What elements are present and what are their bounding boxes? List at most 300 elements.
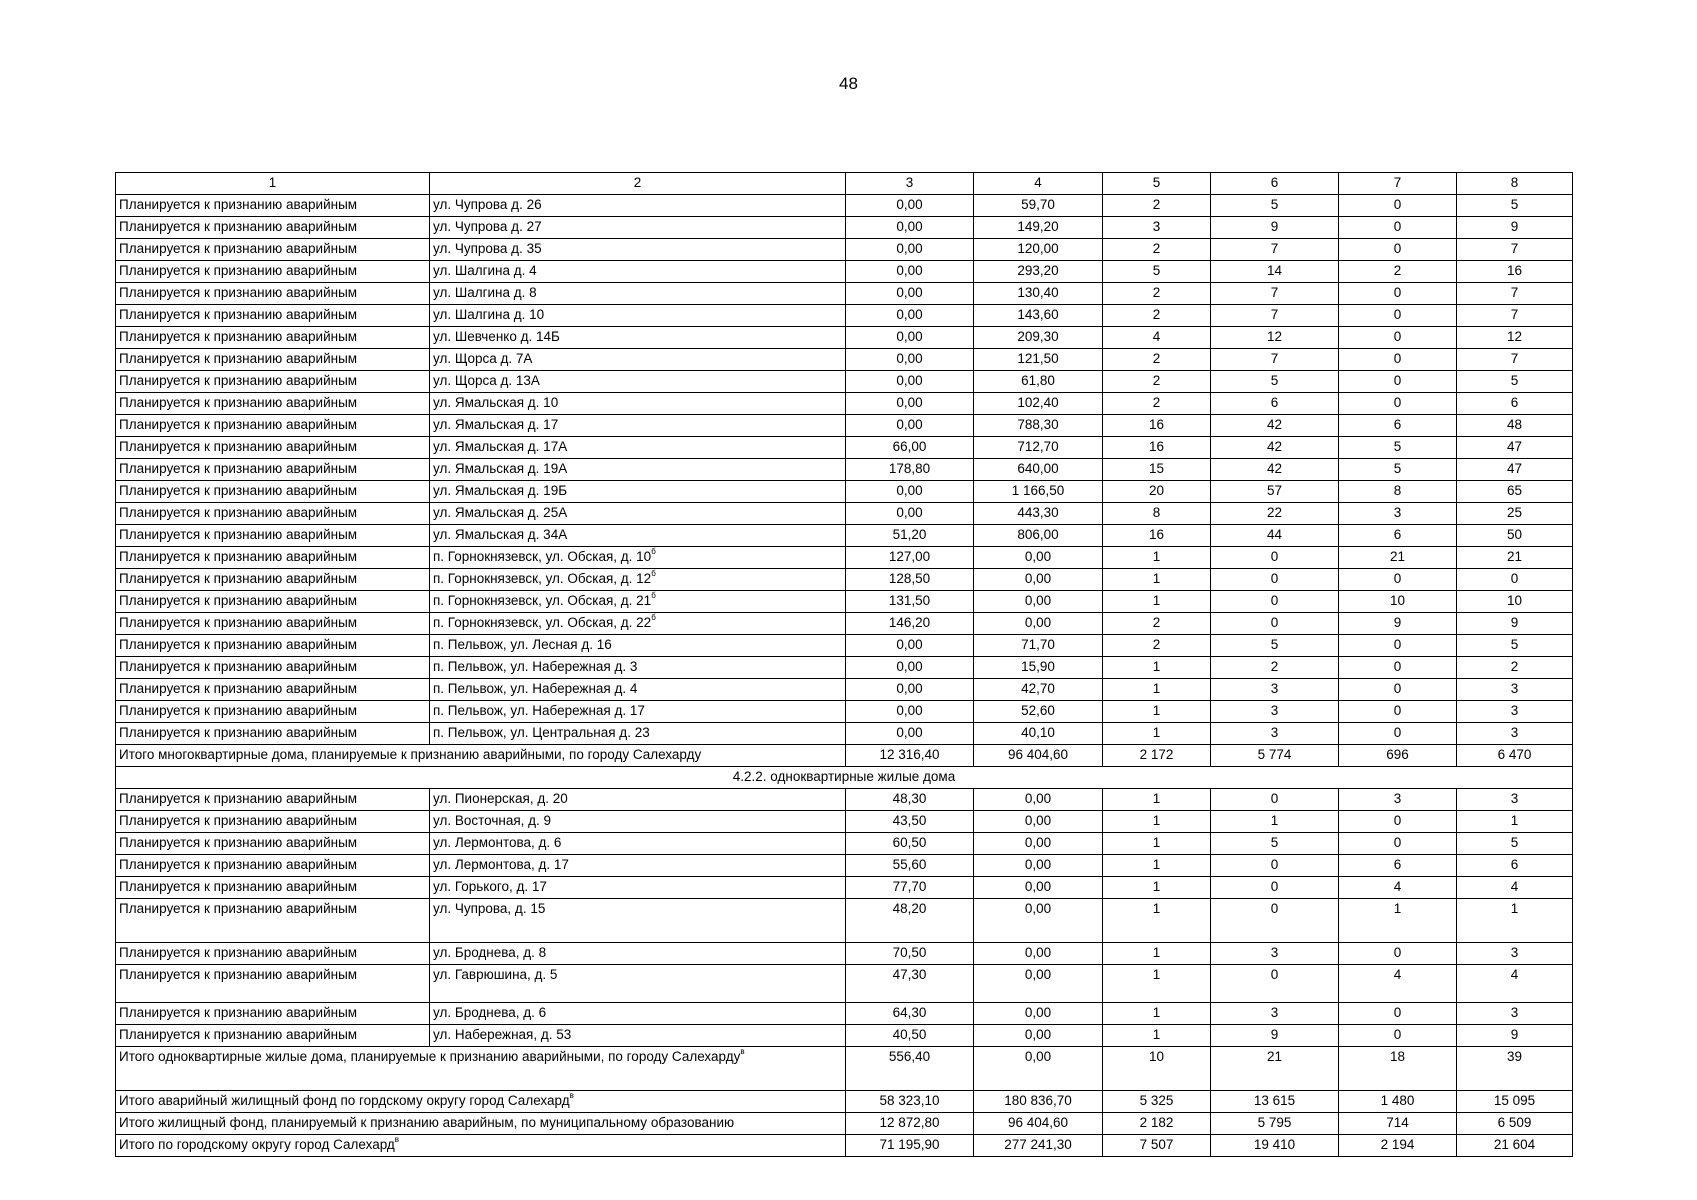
table-cell	[430, 481, 846, 503]
cell-text: ул. Лермонтова, д. 17	[433, 857, 569, 872]
table-cell	[846, 393, 974, 415]
cell-text: 12	[1506, 329, 1523, 344]
table-cell	[116, 437, 430, 459]
table-cell	[846, 701, 974, 723]
table-cell	[430, 877, 846, 899]
table-cell	[1211, 899, 1339, 943]
cell-text: 0,00	[896, 329, 923, 344]
table-cell	[846, 657, 974, 679]
cell-text: 0	[1393, 197, 1402, 212]
table-cell	[1211, 613, 1339, 635]
cell-text: Планируется к признанию аварийным	[119, 945, 358, 960]
table-cell	[1211, 1025, 1339, 1047]
cell-text: 7	[1270, 307, 1279, 322]
cell-text: 55,60	[892, 857, 927, 872]
table-cell	[1339, 1135, 1457, 1157]
table-cell	[430, 547, 846, 569]
cell-text: 1	[1510, 901, 1519, 916]
table-cell	[1457, 1003, 1573, 1025]
table-row	[116, 811, 1573, 833]
total-row	[116, 1113, 1573, 1135]
table-cell	[430, 261, 846, 283]
table-cell	[974, 679, 1103, 701]
table-cell	[1103, 833, 1211, 855]
cell-text: Планируется к признанию аварийным	[119, 527, 358, 542]
footnote-mark: в	[394, 1135, 400, 1144]
cell-text: Планируется к признанию аварийным	[119, 593, 358, 608]
cell-text: 40,50	[892, 1027, 927, 1042]
table-row	[116, 789, 1573, 811]
table-cell	[1103, 217, 1211, 239]
table-cell	[1457, 635, 1573, 657]
table-cell	[1103, 305, 1211, 327]
table-cell	[1339, 1091, 1457, 1113]
table-cell	[1103, 327, 1211, 349]
cell-text: 2	[1152, 307, 1161, 322]
cell-text: 15 095	[1493, 1093, 1536, 1108]
cell-text: п. Горнокнязевск, ул. Обская, д. 12	[433, 571, 652, 586]
total-label	[116, 1047, 846, 1091]
table-cell	[846, 855, 974, 877]
table-cell	[116, 239, 430, 261]
cell-text: Планируется к признанию аварийным	[119, 461, 358, 476]
table-cell	[1103, 1091, 1211, 1113]
table-cell	[1457, 833, 1573, 855]
cell-text: 0	[1393, 725, 1402, 740]
table-cell	[1211, 789, 1339, 811]
table-cell	[846, 195, 974, 217]
cell-text: Планируется к признанию аварийным	[119, 681, 358, 696]
total-row	[116, 1135, 1573, 1157]
table-cell	[1103, 635, 1211, 657]
cell-text: п. Горнокнязевск, ул. Обская, д. 22	[433, 615, 652, 630]
table-cell	[1103, 261, 1211, 283]
table-cell	[846, 525, 974, 547]
table-cell	[1339, 569, 1457, 591]
cell-text: 47,30	[892, 967, 927, 982]
cell-text: 640,00	[1017, 461, 1059, 476]
cell-text: 1	[1152, 879, 1161, 894]
cell-text: п. Пельвож, ул. Набережная д. 17	[433, 703, 645, 718]
table-cell	[1103, 415, 1211, 437]
table-header-row	[116, 173, 1573, 195]
cell-text: ул. Восточная, д. 9	[433, 813, 552, 828]
cell-text: 130,40	[1017, 285, 1059, 300]
cell-text: 2	[1152, 615, 1161, 630]
table-cell	[974, 635, 1103, 657]
table-cell	[1211, 459, 1339, 481]
cell-text: 0	[1393, 351, 1402, 366]
cell-text: 5	[1270, 373, 1279, 388]
table-cell	[1339, 789, 1457, 811]
cell-text: 0,00	[896, 483, 923, 498]
cell-text: 42,70	[1021, 681, 1055, 696]
cell-text: 6	[1393, 527, 1402, 542]
cell-text: 4	[1510, 879, 1519, 894]
table-cell	[1339, 1003, 1457, 1025]
cell-text: Планируется к признанию аварийным	[119, 549, 358, 564]
table-cell	[1339, 437, 1457, 459]
table-cell	[430, 855, 846, 877]
table-cell	[1103, 679, 1211, 701]
cell-text: 0	[1270, 967, 1279, 982]
cell-text: 0	[1393, 813, 1402, 828]
cell-text: 48,30	[892, 791, 927, 806]
cell-text: 6	[1510, 857, 1519, 872]
table-cell	[116, 195, 430, 217]
cell-text: 0,00	[896, 241, 923, 256]
cell-text: 7	[1510, 351, 1519, 366]
table-cell	[974, 195, 1103, 217]
section-title	[116, 767, 1573, 789]
cell-text: 1	[1152, 901, 1161, 916]
table-cell	[846, 437, 974, 459]
cell-text: 9	[1510, 1027, 1519, 1042]
cell-text: Планируется к признанию аварийным	[119, 307, 358, 322]
table-cell	[1457, 349, 1573, 371]
cell-text: 9	[1270, 219, 1279, 234]
table-cell	[116, 217, 430, 239]
table-cell	[1457, 1135, 1573, 1157]
cell-text: 4	[1510, 967, 1519, 982]
cell-text: Планируется к признанию аварийным	[119, 417, 358, 432]
cell-text: 2	[1152, 197, 1161, 212]
cell-text: 1 166,50	[1011, 483, 1065, 498]
cell-text: Планируется к признанию аварийным	[119, 857, 358, 872]
table-cell	[430, 591, 846, 613]
table-cell	[430, 789, 846, 811]
cell-text: 42	[1266, 439, 1283, 454]
table-cell	[846, 283, 974, 305]
footnote-mark: б	[651, 547, 656, 556]
cell-text: 0	[1393, 219, 1402, 234]
table-cell	[116, 723, 430, 745]
table-cell	[116, 525, 430, 547]
cell-text: 131,50	[888, 593, 931, 608]
cell-text: 0,00	[1024, 593, 1052, 608]
cell-text: ул. Шалгина д. 10	[433, 307, 545, 322]
table-cell	[116, 481, 430, 503]
table-cell	[1103, 437, 1211, 459]
cell-text: 127,00	[888, 549, 931, 564]
cell-text: 9	[1270, 1027, 1279, 1042]
table-cell	[1457, 239, 1573, 261]
cell-text: 25	[1506, 505, 1523, 520]
cell-text: 2	[1152, 285, 1161, 300]
table-cell	[1457, 965, 1573, 1003]
table-cell	[1103, 569, 1211, 591]
cell-text: ул. Броднева, д. 8	[433, 945, 547, 960]
table-cell	[1211, 1113, 1339, 1135]
table-cell	[1211, 745, 1339, 767]
table-cell	[116, 1025, 430, 1047]
cell-text: 60,50	[892, 835, 927, 850]
table-row	[116, 547, 1573, 569]
cell-text: ул. Ямальская д. 19А	[433, 461, 568, 476]
table-cell	[846, 305, 974, 327]
cell-text: 1	[1152, 857, 1161, 872]
table-row	[116, 877, 1573, 899]
column-header	[846, 173, 974, 195]
table-cell	[116, 657, 430, 679]
cell-text: 47	[1506, 439, 1523, 454]
column-header	[116, 173, 430, 195]
table-cell	[846, 679, 974, 701]
cell-text: 1	[268, 175, 277, 190]
cell-text: 40,10	[1021, 725, 1055, 740]
cell-text: 9	[1510, 219, 1519, 234]
table-row	[116, 635, 1573, 657]
table-cell	[1339, 723, 1457, 745]
table-cell	[116, 679, 430, 701]
table-cell	[974, 415, 1103, 437]
cell-text: 712,70	[1017, 439, 1059, 454]
cell-text: п. Пельвож, ул. Лесная д. 16	[433, 637, 612, 652]
table-cell	[974, 943, 1103, 965]
table-cell	[116, 569, 430, 591]
table-cell	[1103, 525, 1211, 547]
cell-text: 59,70	[1021, 197, 1055, 212]
table-cell	[1339, 745, 1457, 767]
cell-text: 2	[633, 175, 642, 190]
cell-text: 64,30	[892, 1005, 927, 1020]
table-cell	[974, 525, 1103, 547]
table-cell	[1103, 503, 1211, 525]
table-cell	[1103, 1003, 1211, 1025]
table-cell	[1103, 459, 1211, 481]
cell-text: 6	[1270, 395, 1279, 410]
table-cell	[1339, 657, 1457, 679]
total-label	[116, 1135, 846, 1157]
cell-text: 0,00	[1024, 879, 1052, 894]
cell-text: Итого одноквартирные жилые дома, планируемые к признанию аварийными, по городу Салехарду	[119, 1049, 741, 1064]
cell-text: 1	[1152, 1005, 1161, 1020]
cell-text: ул. Шевченко д. 14Б	[433, 329, 560, 344]
table-cell	[430, 371, 846, 393]
cell-text: 443,30	[1017, 505, 1059, 520]
cell-text: 696	[1386, 747, 1409, 762]
table-cell	[116, 393, 430, 415]
cell-text: 0	[1393, 373, 1402, 388]
table-cell	[974, 1047, 1103, 1091]
cell-text: 0	[1393, 241, 1402, 256]
table-cell	[1457, 481, 1573, 503]
table-row	[116, 503, 1573, 525]
table-cell	[1457, 591, 1573, 613]
cell-text: 16	[1148, 527, 1165, 542]
total-label	[116, 1091, 846, 1113]
table-cell	[116, 547, 430, 569]
cell-text: 4	[1393, 967, 1402, 982]
table-cell	[846, 789, 974, 811]
table-cell	[974, 393, 1103, 415]
table-cell	[116, 283, 430, 305]
table-cell	[430, 701, 846, 723]
footnote-mark: б	[651, 591, 656, 600]
cell-text: 0,00	[1024, 901, 1052, 916]
cell-text: п. Пельвож, ул. Набережная д. 4	[433, 681, 638, 696]
table-cell	[430, 195, 846, 217]
cell-text: 1	[1152, 791, 1161, 806]
table-cell	[846, 1025, 974, 1047]
cell-text: 120,00	[1017, 241, 1059, 256]
cell-text: 61,80	[1021, 373, 1055, 388]
table-cell	[974, 965, 1103, 1003]
table-cell	[1103, 283, 1211, 305]
cell-text: 0	[1393, 307, 1402, 322]
page-number: 48	[839, 74, 858, 93]
table-cell	[430, 569, 846, 591]
cell-text: 2	[1152, 373, 1161, 388]
table-row	[116, 393, 1573, 415]
table-cell	[1211, 261, 1339, 283]
cell-text: 2	[1152, 637, 1161, 652]
table-cell	[1457, 745, 1573, 767]
cell-text: 0	[1270, 857, 1279, 872]
table-cell	[1339, 239, 1457, 261]
table-cell	[974, 591, 1103, 613]
column-header	[1457, 173, 1573, 195]
cell-text: 8	[1152, 505, 1161, 520]
cell-text: 0,00	[1024, 857, 1052, 872]
cell-text: 556,40	[888, 1049, 931, 1064]
cell-text: 3	[1510, 681, 1519, 696]
cell-text: 42	[1266, 417, 1283, 432]
cell-text: Планируется к признанию аварийным	[119, 703, 358, 718]
table-cell	[1103, 393, 1211, 415]
table-row	[116, 679, 1573, 701]
table-cell	[846, 1003, 974, 1025]
cell-text: 3	[1270, 703, 1279, 718]
cell-text: 0	[1393, 945, 1402, 960]
table-cell	[1211, 393, 1339, 415]
table-cell	[974, 1003, 1103, 1025]
table-cell	[1103, 789, 1211, 811]
cell-text: Итого по городскому округу город Салехард	[119, 1137, 395, 1152]
cell-text: 0,00	[896, 417, 923, 432]
table-cell	[846, 415, 974, 437]
column-header	[974, 173, 1103, 195]
cell-text: Планируется к признанию аварийным	[119, 791, 358, 806]
table-cell	[1457, 1113, 1573, 1135]
cell-text: 13 615	[1253, 1093, 1296, 1108]
table-cell	[1339, 525, 1457, 547]
cell-text: 806,00	[1017, 527, 1059, 542]
table-row	[116, 1003, 1573, 1025]
cell-text: 209,30	[1017, 329, 1059, 344]
cell-text: Планируется к признанию аварийным	[119, 879, 358, 894]
table-cell	[846, 1091, 974, 1113]
cell-text: 5	[1510, 197, 1519, 212]
table-cell	[1103, 1135, 1211, 1157]
total-row	[116, 745, 1573, 767]
table-cell	[974, 569, 1103, 591]
cell-text: 22	[1266, 505, 1283, 520]
cell-text: 4	[1152, 329, 1161, 344]
table-cell	[1339, 349, 1457, 371]
table-cell	[430, 349, 846, 371]
cell-text: 18	[1389, 1049, 1406, 1064]
table-cell	[974, 1091, 1103, 1113]
table-cell	[1211, 195, 1339, 217]
table-cell	[116, 459, 430, 481]
table-cell	[974, 745, 1103, 767]
table-cell	[1211, 701, 1339, 723]
table-cell	[1211, 723, 1339, 745]
cell-text: 0,00	[896, 197, 923, 212]
table-cell	[846, 613, 974, 635]
cell-text: 0,00	[896, 395, 923, 410]
table-cell	[430, 635, 846, 657]
cell-text: ул. Гаврюшина, д. 5	[433, 967, 558, 982]
table-cell	[1103, 1047, 1211, 1091]
cell-text: ул. Чупрова д. 26	[433, 197, 542, 212]
table-cell	[1211, 877, 1339, 899]
table-cell	[1457, 305, 1573, 327]
cell-text: 0,00	[896, 703, 923, 718]
table-cell	[430, 965, 846, 1003]
table-cell	[974, 1113, 1103, 1135]
table-row	[116, 371, 1573, 393]
table-cell	[430, 679, 846, 701]
table-cell	[1457, 283, 1573, 305]
table-cell	[1211, 283, 1339, 305]
table-cell	[116, 877, 430, 899]
table-cell	[846, 503, 974, 525]
cell-text: 44	[1266, 527, 1283, 542]
cell-text: ул. Лермонтова, д. 6	[433, 835, 562, 850]
table-cell	[846, 723, 974, 745]
table-cell	[1457, 569, 1573, 591]
cell-text: ул. Щорса д. 7А	[433, 351, 533, 366]
cell-text: 3	[1510, 1005, 1519, 1020]
cell-text: 0,00	[1024, 549, 1052, 564]
table-cell	[846, 349, 974, 371]
table-cell	[1339, 1113, 1457, 1135]
table-cell	[1457, 261, 1573, 283]
table-row	[116, 481, 1573, 503]
cell-text: 5	[1510, 835, 1519, 850]
cell-text: 0,00	[1024, 945, 1052, 960]
cell-text: 15,90	[1021, 659, 1055, 674]
cell-text: 0	[1393, 703, 1402, 718]
table-cell	[974, 327, 1103, 349]
table-body	[116, 173, 1573, 1157]
table-cell	[430, 811, 846, 833]
table-cell	[116, 261, 430, 283]
table-cell	[1457, 547, 1573, 569]
table-cell	[1103, 745, 1211, 767]
cell-text: 14	[1266, 263, 1283, 278]
cell-text: 1	[1152, 593, 1161, 608]
cell-text: 58 323,10	[879, 1093, 940, 1108]
table-cell	[1339, 855, 1457, 877]
cell-text: 0	[1393, 659, 1402, 674]
cell-text: 10	[1389, 593, 1406, 608]
cell-text: 4.2.2. одноквартирные жилые дома	[732, 769, 956, 784]
cell-text: 7 507	[1139, 1137, 1174, 1152]
cell-text: 6	[1270, 175, 1279, 190]
table-cell	[1339, 613, 1457, 635]
cell-text: 7	[1393, 175, 1402, 190]
cell-text: 0	[1270, 879, 1279, 894]
table-cell	[846, 327, 974, 349]
table-cell	[1103, 547, 1211, 569]
cell-text: 57	[1266, 483, 1283, 498]
cell-text: Планируется к признанию аварийным	[119, 725, 358, 740]
cell-text: 180 836,70	[1004, 1093, 1072, 1108]
table-cell	[974, 283, 1103, 305]
